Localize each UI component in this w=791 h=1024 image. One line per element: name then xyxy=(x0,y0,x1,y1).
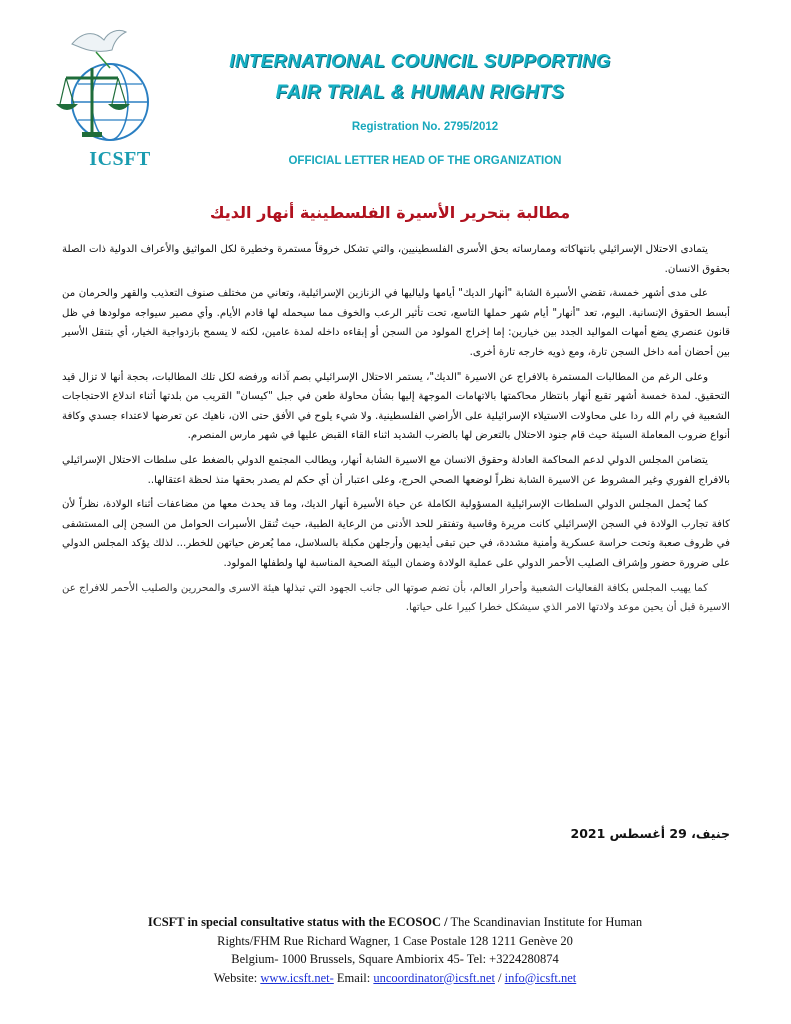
letter-paragraph: كما يهيب المجلس بكافة الفعاليات الشعبية وأحرار العالم، بأن تضم صوتها الى جانب الجهود التي تبذلها هيئة الاسرى والمحررين والصليب الأحمر للافراج عن الاسيرة قبل أن يحين موعد ولادتها الامر الذي سيشكل خطرا كبيرا على حياتها. xyxy=(62,582,730,614)
email-separator: / xyxy=(494,970,505,985)
logo-text: ICSFT xyxy=(89,148,151,170)
registration-number: Registration No. 2795/2012 xyxy=(351,121,499,133)
organization-name-line2: FAIR TRIAL & HUMAN RIGHTS xyxy=(275,82,565,103)
footer-line-1 xyxy=(95,913,695,932)
dove-scales-globe-icon xyxy=(52,22,162,152)
organization-logo xyxy=(52,22,162,172)
letter-paragraph: يتضامن المجلس الدولي لدعم المحاكمة العادلة وحقوق الانسان مع الاسيرة الشابة أنهار، ويطالب المجتمع الدولي بالضغط على سلطات الاحتلال الإسرائيلي بالافراج الفوري وغير المشروط عن الاسيرة الشابة نظراً لوضعها الصحي الحرج، وعلى اعتبار أن أي حكم لم يصدر بحقها منذ لحظة اعتقالها.. xyxy=(62,454,730,486)
organization-name-line1: INTERNATIONAL COUNCIL SUPPORTING xyxy=(229,50,611,71)
footer-address-2: Belgium- 1000 Brussels, Square Ambiorix 45- Tel: +3224280874 xyxy=(231,952,559,966)
footer xyxy=(95,913,695,987)
email-link-info[interactable]: info@icsft.net xyxy=(504,970,577,985)
footer-ecosoc-status: ICSFT in special consultative status with the ECOSOC / xyxy=(147,915,448,929)
letter-paragraph: يتمادى الاحتلال الإسرائيلي بانتهاكاته وممارساته بحق الأسرى الفلسطينيين، والتي تشكل خروقاً مستمرة وخطيرة لكل المواثيق والأعراف الدولية ذات الصلة بحقوق الانسان. xyxy=(62,244,730,275)
letter-paragraph: كما يُحمل المجلس الدولي السلطات الإسرائيلية المسؤولية الكاملة عن حياة الأسيرة أنهار الديك، وما قد يحدث معها من مضاعفات أثناء الولادة، نظراً لأن كافة تجارب الولادة في السجن الإسرائيلي كانت مريرة وقاسية وتفتقر للحد الأدنى من الرعاية الطبية، حيث تُنقل الأسيرات الحوامل من السجن إلى المستشفى في ظروف صعبة وتحت حراسة عسكرية وأمنية مشددة، في حين تبقى أيديهن وأرجلهن مكبلة بالسلاسل، مما يُعرض حياتهن للخطر... لذلك يؤكد المجلس الدولي على ضرورة حضور وإشراف الصليب الأحمر الدولي على عملية الولادة وضمان البيئة الصحية المناسبة لها ولطفلها المولود. xyxy=(62,499,730,569)
letter-body xyxy=(62,240,730,623)
footer-contacts xyxy=(95,969,695,988)
email-link-coordinator[interactable]: uncoordinator@icsft.net xyxy=(373,970,495,985)
letter-title: مطالبة بتحرير الأسيرة الفلسطينية أنهار الديك xyxy=(209,203,571,222)
email-label: Email: xyxy=(333,970,374,985)
website-label: Website: xyxy=(213,970,261,985)
letter-date: جنيف، 29 أغسطس 2021 xyxy=(570,826,730,841)
letter-paragraph: على مدى أشهر خمسة، تقضي الأسيرة الشابة "أنهار الديك" أيامها ولياليها في الزنازين الإسرائيلية، وتعاني من مختلف صنوف التعذيب والقهر والحرمان من أبسط الحقوق الإنسانية. اليوم، تعد "أنهار" أيام شهر حملها التاسع، تحت تأثير الرعب والخوف مما سيحمله لها قادم الأيام. وأي مصير سيواجه مولودها في ظل قانون عنصري يضع أمهات المواليد الجدد بين خيارين: إما إخراج المولود من السجن أو إبقاءه داخله لمدة عامين، لكنه لا يسمح بازدواجية الخيار، أي بتنقل الأسير بين أحضان أمه داخل السجن تارة، ومع ذويه خارجه تارة أخرى. xyxy=(62,288,730,358)
footer-address-1: Rights/FHM Rue Richard Wagner, 1 Case Postale 128 1211 Genève 20 xyxy=(217,933,573,948)
official-letterhead-label: OFFICIAL LETTER HEAD OF THE ORGANIZATION xyxy=(288,155,562,167)
letter-paragraph: وعلى الرغم من المطالبات المستمرة بالافراج عن الاسيرة "الديك"، يستمر الاحتلال الإسرائيلي بصم آذانه ورفضه لكل تلك المطالبات، بحجة أنها لا تزال قيد التحقيق. لمدة خمسة أشهر تقبع أنهار بانتظار محاكمتها بالاتهامات الموجهة إليها بشأن محاولة طعن في جبل "كيسان" القريب من بلدتها أثناء اندلاع الاحتجاجات الشعبية في رام الله ردا على محاولات الاستيلاء الإسرائيلية على الأراضي الفلسطينية. ولا شيء يلوح في الأفق حتى الان، ناهيك عن تعرضها لاعتداء جسدي وكافة أنواع ضروب المعاملة السيئة حيث قام جنود الاحتلال بالتعرض لها بالضرب الشديد اثناء القاء القبض عليها في شهر مارس المنصرم. xyxy=(62,371,730,442)
footer-institute: The Scandinavian Institute for Human xyxy=(447,915,643,929)
website-link[interactable]: www.icsft.net- xyxy=(260,970,334,985)
